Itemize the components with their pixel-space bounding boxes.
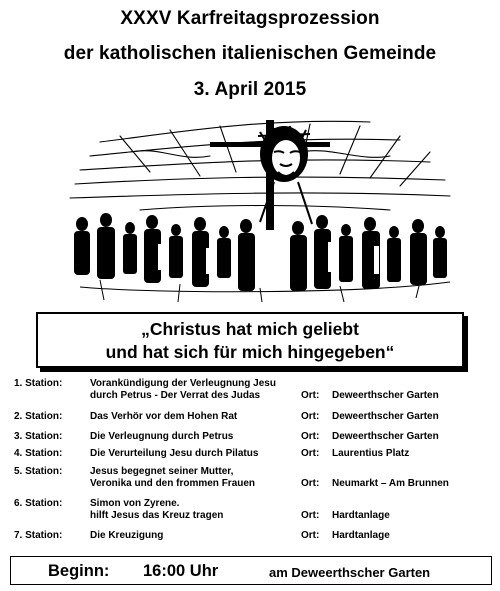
station-number: 5. Station: [14, 466, 63, 477]
ort-label: Ort: [301, 510, 320, 521]
station-place: Hardtanlage [332, 510, 390, 521]
station-description: Das Verhör vor dem Hohen Rat [90, 411, 238, 422]
station-description: Simon von Zyrene. [90, 498, 180, 509]
quote-line-2: und hat sich für mich hingegeben“ [105, 342, 395, 362]
station-place: Deweerthscher Garten [332, 411, 439, 422]
station-description: Die Verleugnung durch Petrus [90, 431, 234, 442]
beginn-place: am Deweerthscher Garten [269, 565, 431, 580]
station-description: Die Kreuzigung [90, 530, 164, 541]
station-number: 2. Station: [14, 411, 63, 422]
station-number: 4. Station: [14, 448, 63, 459]
quote-line-1: „Christus hat mich geliebt [141, 319, 359, 339]
station-description: Jesus begegnet seiner Mutter, [90, 466, 234, 477]
title-line-1: XXXV Karfreitagsprozession [120, 8, 380, 29]
ort-label: Ort: [301, 431, 320, 442]
station-description: Die Verurteilung Jesu durch Pilatus [90, 448, 259, 459]
station-number: 3. Station: [14, 431, 63, 442]
station-place: Laurentius Platz [332, 448, 410, 459]
station-description: hilft Jesus das Kreuz tragen [90, 510, 224, 521]
station-number: 1. Station: [14, 378, 63, 389]
quote-box [36, 312, 464, 368]
beginn-box [10, 556, 492, 585]
title-line-2: der katholischen italienischen Gemeinde [63, 43, 437, 64]
ort-label: Ort: [301, 390, 320, 401]
station-description: Vorankündigung der Verleugnung Jesu [90, 378, 276, 389]
ort-label: Ort: [301, 530, 320, 541]
station-place: Deweerthscher Garten [332, 431, 439, 442]
station-description: durch Petrus - Der Verrat des Judas [90, 390, 261, 401]
ort-label: Ort: [301, 448, 320, 459]
station-number: 6. Station: [14, 498, 63, 509]
beginn-time: 16:00 Uhr [143, 562, 219, 580]
station-place: Neumarkt – Am Brunnen [332, 478, 449, 489]
crucifixion-procession-drawing-icon [60, 112, 460, 304]
station-place: Hardtanlage [332, 530, 390, 541]
station-description: Veronika und den frommen Frauen [90, 478, 256, 489]
ort-label: Ort: [301, 411, 320, 422]
title-line-3-date: 3. April 2015 [193, 79, 307, 100]
beginn-label: Beginn: [48, 562, 110, 580]
ort-label: Ort: [301, 478, 320, 489]
station-number: 7. Station: [14, 530, 63, 541]
station-place: Deweerthscher Garten [332, 390, 439, 401]
